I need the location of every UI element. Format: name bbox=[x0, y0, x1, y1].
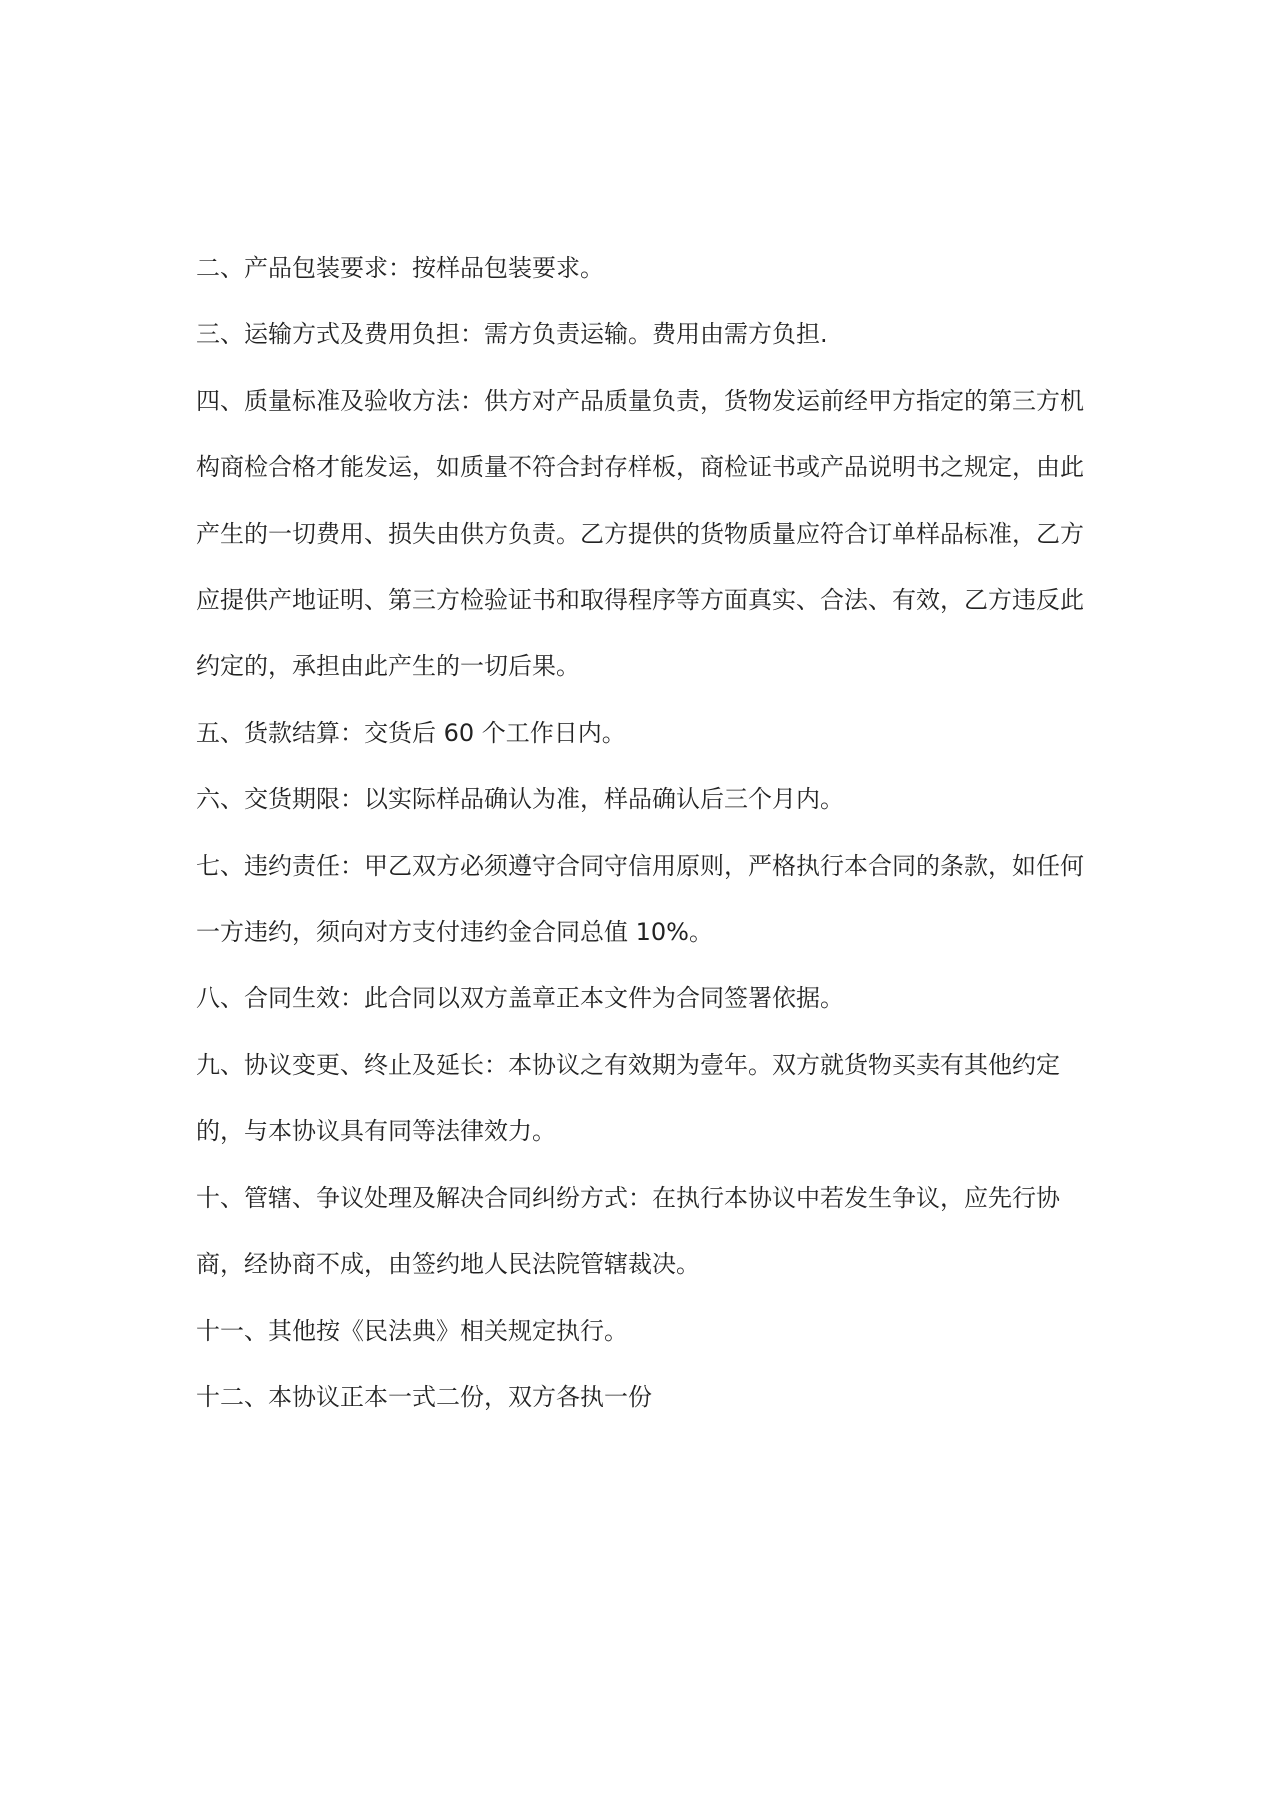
clause-transport: 三、运输方式及费用负担：需方负责运输。费用由需方负担. bbox=[196, 320, 828, 349]
clause-copies: 十二、本协议正本一式二份，双方各执一份 bbox=[196, 1382, 652, 1411]
clause-effectiveness: 八、合同生效：此合同以双方盖章正本文件为合同签署依据。 bbox=[196, 984, 844, 1013]
clause-quality-inspection: 四、质量标准及验收方法：供方对产品质量负责，货物发运前经甲方指定的第三方机构商检合格才能发运，如质量不符合封存样板，商检证书或产品说明书之规定，由此产生的一切费用、损失由供方负责。乙方提供的货物质量应符合订单样品标准，乙方应提供产地证明、第三方检验证书和取得程序等方面真实、合法、有效，乙方违反此约定的，承担由此产生的一切后果。 bbox=[196, 386, 1084, 681]
contract-clauses bbox=[196, 235, 1096, 1430]
clause-payment: 五、货款结算：交货后 60 个工作日内。 bbox=[196, 718, 626, 747]
clause-breach-liability: 七、违约责任：甲乙双方必须遵守合同守信用原则，严格执行本合同的条款，如任何一方违约，须向对方支付违约金合同总值 10%。 bbox=[196, 851, 1084, 947]
clause-civil-code: 十一、其他按《民法典》相关规定执行。 bbox=[196, 1316, 628, 1345]
clause-dispute-resolution: 十、管辖、争议处理及解决合同纠纷方式：在执行本协议中若发生争议，应先行协商，经协商不成，由签约地人民法院管辖裁决。 bbox=[196, 1183, 1060, 1279]
clause-delivery-period: 六、交货期限：以实际样品确认为准，样品确认后三个月内。 bbox=[196, 785, 844, 814]
clause-packaging: 二、产品包装要求：按样品包装要求。 bbox=[196, 254, 604, 282]
clause-amendment: 九、协议变更、终止及延长：本协议之有效期为壹年。双方就货物买卖有其他约定的，与本协议具有同等法律效力。 bbox=[196, 1050, 1060, 1146]
